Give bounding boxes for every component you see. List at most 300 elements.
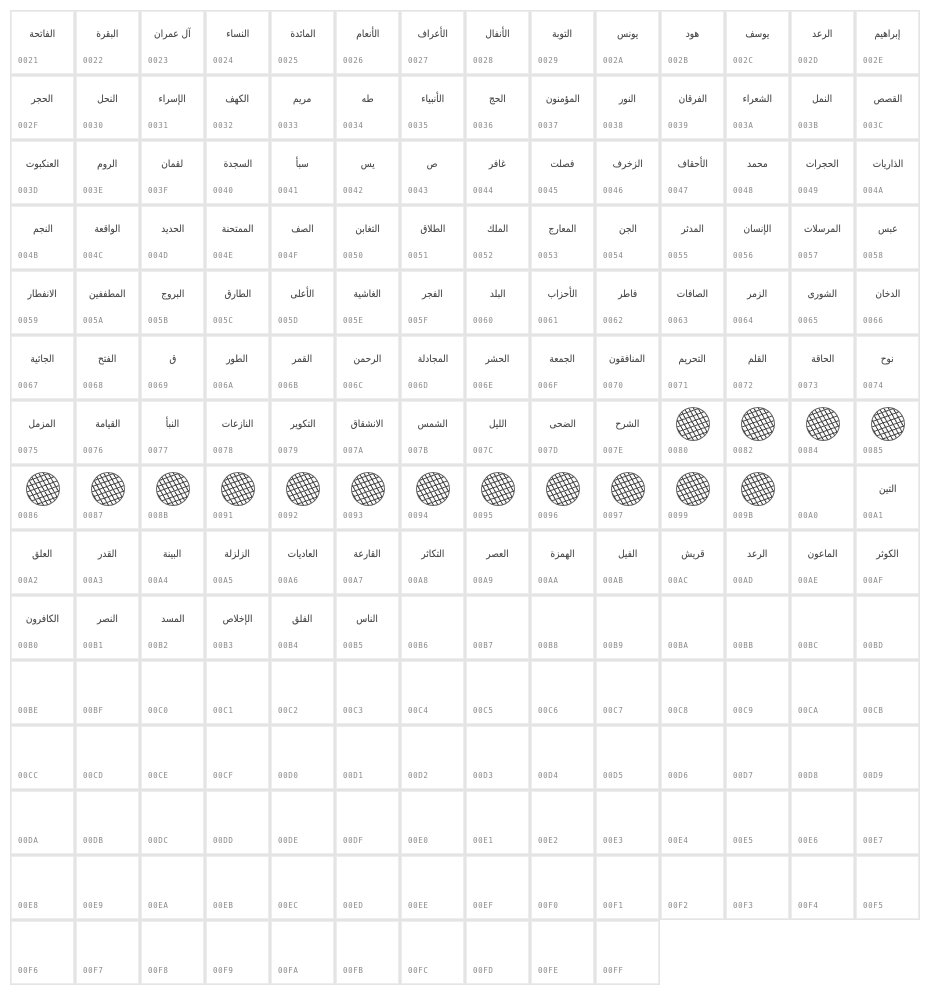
glyph-cell-004a[interactable] <box>855 140 920 205</box>
surah-title-glyph <box>856 283 919 305</box>
glyph-code: 00EA <box>148 901 169 910</box>
glyph-cell-0061[interactable] <box>530 270 595 335</box>
glyph-code: 002A <box>603 56 624 65</box>
glyph-cell-0044[interactable] <box>465 140 530 205</box>
glyph-cell-00e1[interactable] <box>465 790 530 855</box>
glyph-text: يوسف <box>745 28 770 40</box>
glyph-cell-00ff[interactable] <box>595 920 660 985</box>
glyph-code: 00FC <box>408 966 429 975</box>
glyph-cell-0026[interactable] <box>335 10 400 75</box>
surah-title-glyph <box>271 218 334 240</box>
glyph-cell-00e5[interactable] <box>725 790 790 855</box>
surah-title-glyph <box>401 153 464 175</box>
glyph-code: 002F <box>18 121 39 130</box>
glyph-cell-006a[interactable] <box>205 335 270 400</box>
glyph-cell-00ba[interactable] <box>660 595 725 660</box>
surah-title-glyph <box>271 283 334 305</box>
glyph-cell-00b8[interactable] <box>530 595 595 660</box>
glyph-cell-005d[interactable] <box>270 270 335 335</box>
glyph-cell-0076[interactable] <box>75 400 140 465</box>
glyph-code: 0071 <box>668 381 689 390</box>
glyph-cell-005c[interactable] <box>205 270 270 335</box>
glyph-cell-0049[interactable] <box>790 140 855 205</box>
glyph-cell-0079[interactable] <box>270 400 335 465</box>
empty-glyph <box>791 478 854 500</box>
glyph-cell-00f7[interactable] <box>75 920 140 985</box>
glyph-code: 00DB <box>83 836 104 845</box>
glyph-cell-00e9[interactable] <box>75 855 140 920</box>
glyph-cell-0092[interactable] <box>270 465 335 530</box>
glyph-cell-0045[interactable] <box>530 140 595 205</box>
glyph-cell-00cc[interactable] <box>10 725 75 790</box>
glyph-cell-006c[interactable] <box>335 335 400 400</box>
glyph-cell-00c6[interactable] <box>530 660 595 725</box>
empty-glyph <box>726 608 789 630</box>
glyph-text: الممتحنة <box>221 223 254 235</box>
glyph-text: المدثر <box>681 223 704 235</box>
glyph-cell-0056[interactable] <box>725 205 790 270</box>
glyph-cell-00a7[interactable] <box>335 530 400 595</box>
glyph-code: 0073 <box>798 381 819 390</box>
glyph-cell-0070[interactable] <box>595 335 660 400</box>
glyph-code: 0095 <box>473 511 494 520</box>
empty-glyph <box>791 608 854 630</box>
quran-medallion-icon <box>531 470 594 508</box>
glyph-cell-00c8[interactable] <box>660 660 725 725</box>
empty-glyph <box>271 868 334 890</box>
empty-glyph <box>531 673 594 695</box>
glyph-cell-0046[interactable] <box>595 140 660 205</box>
glyph-cell-009b[interactable] <box>725 465 790 530</box>
glyph-cell-00ce[interactable] <box>140 725 205 790</box>
surah-title-glyph <box>401 283 464 305</box>
glyph-cell-0075[interactable] <box>10 400 75 465</box>
surah-title-glyph <box>11 348 74 370</box>
glyph-cell-00fe[interactable] <box>530 920 595 985</box>
glyph-cell-0052[interactable] <box>465 205 530 270</box>
glyph-code: 0085 <box>863 446 884 455</box>
glyph-cell-0097[interactable] <box>595 465 660 530</box>
glyph-cell-00a6[interactable] <box>270 530 335 595</box>
empty-glyph <box>726 803 789 825</box>
glyph-code: 0074 <box>863 381 884 390</box>
glyph-cell-0073[interactable] <box>790 335 855 400</box>
glyph-code: 00B6 <box>408 641 429 650</box>
glyph-cell-00f3[interactable] <box>725 855 790 920</box>
glyph-cell-002f[interactable] <box>10 75 75 140</box>
glyph-text: يس <box>360 158 375 170</box>
glyph-cell-0059[interactable] <box>10 270 75 335</box>
glyph-cell-00ad[interactable] <box>725 530 790 595</box>
glyph-cell-00da[interactable] <box>10 790 75 855</box>
glyph-cell-0028[interactable] <box>465 10 530 75</box>
glyph-cell-0057[interactable] <box>790 205 855 270</box>
glyph-cell-003a[interactable] <box>725 75 790 140</box>
glyph-cell-00e3[interactable] <box>595 790 660 855</box>
glyph-cell-0066[interactable] <box>855 270 920 335</box>
glyph-code: 0072 <box>733 381 754 390</box>
medallion-icon <box>676 472 710 506</box>
glyph-cell-00b7[interactable] <box>465 595 530 660</box>
glyph-cell-007d[interactable] <box>530 400 595 465</box>
glyph-cell-0055[interactable] <box>660 205 725 270</box>
glyph-cell-0096[interactable] <box>530 465 595 530</box>
glyph-cell-0047[interactable] <box>660 140 725 205</box>
glyph-cell-008b[interactable] <box>140 465 205 530</box>
glyph-cell-0065[interactable] <box>790 270 855 335</box>
empty-glyph <box>76 738 139 760</box>
glyph-cell-004e[interactable] <box>205 205 270 270</box>
glyph-cell-0023[interactable] <box>140 10 205 75</box>
glyph-cell-00de[interactable] <box>270 790 335 855</box>
glyph-cell-004b[interactable] <box>10 205 75 270</box>
glyph-cell-00dc[interactable] <box>140 790 205 855</box>
glyph-cell-00f6[interactable] <box>10 920 75 985</box>
glyph-cell-0040[interactable] <box>205 140 270 205</box>
glyph-cell-00e6[interactable] <box>790 790 855 855</box>
glyph-cell-00f2[interactable] <box>660 855 725 920</box>
glyph-text: طه <box>361 93 374 105</box>
glyph-cell-00bb[interactable] <box>725 595 790 660</box>
glyph-cell-00f9[interactable] <box>205 920 270 985</box>
glyph-cell-0032[interactable] <box>205 75 270 140</box>
glyph-cell-00f4[interactable] <box>790 855 855 920</box>
glyph-cell-00b1[interactable] <box>75 595 140 660</box>
glyph-code: 006D <box>408 381 429 390</box>
glyph-cell-00c3[interactable] <box>335 660 400 725</box>
glyph-cell-00f1[interactable] <box>595 855 660 920</box>
glyph-code: 00CE <box>148 771 169 780</box>
empty-glyph <box>76 673 139 695</box>
glyph-code: 002E <box>863 56 884 65</box>
glyph-cell-0087[interactable] <box>75 465 140 530</box>
glyph-cell-00df[interactable] <box>335 790 400 855</box>
glyph-cell-00d5[interactable] <box>595 725 660 790</box>
glyph-cell-00bc[interactable] <box>790 595 855 660</box>
glyph-cell-002a[interactable] <box>595 10 660 75</box>
surah-title-glyph <box>791 543 854 565</box>
glyph-cell-00ee[interactable] <box>400 855 465 920</box>
glyph-cell-0093[interactable] <box>335 465 400 530</box>
glyph-cell-00be[interactable] <box>10 660 75 725</box>
glyph-cell-002d[interactable] <box>790 10 855 75</box>
glyph-code: 006F <box>538 381 559 390</box>
glyph-code: 005D <box>278 316 299 325</box>
glyph-cell-0074[interactable] <box>855 335 920 400</box>
glyph-cell-0039[interactable] <box>660 75 725 140</box>
surah-title-glyph <box>531 543 594 565</box>
glyph-cell-00d2[interactable] <box>400 725 465 790</box>
surah-title-glyph <box>661 283 724 305</box>
glyph-cell-0080[interactable] <box>660 400 725 465</box>
glyph-cell-00ac[interactable] <box>660 530 725 595</box>
glyph-cell-0042[interactable] <box>335 140 400 205</box>
glyph-text: يونس <box>616 28 639 40</box>
glyph-cell-00bd[interactable] <box>855 595 920 660</box>
glyph-cell-00d3[interactable] <box>465 725 530 790</box>
glyph-code: 0060 <box>473 316 494 325</box>
glyph-text: الحاقة <box>811 353 834 365</box>
glyph-cell-003f[interactable] <box>140 140 205 205</box>
glyph-cell-00d6[interactable] <box>660 725 725 790</box>
glyph-cell-00cd[interactable] <box>75 725 140 790</box>
glyph-cell-0037[interactable] <box>530 75 595 140</box>
glyph-cell-00d9[interactable] <box>855 725 920 790</box>
glyph-cell-00d4[interactable] <box>530 725 595 790</box>
glyph-cell-00b3[interactable] <box>205 595 270 660</box>
glyph-text: الرعد <box>812 28 833 40</box>
glyph-cell-0024[interactable] <box>205 10 270 75</box>
glyph-cell-00e4[interactable] <box>660 790 725 855</box>
glyph-code: 0096 <box>538 511 559 520</box>
glyph-cell-003c[interactable] <box>855 75 920 140</box>
glyph-cell-00c4[interactable] <box>400 660 465 725</box>
glyph-cell-00ec[interactable] <box>270 855 335 920</box>
glyph-cell-00b6[interactable] <box>400 595 465 660</box>
glyph-code: 004F <box>278 251 299 260</box>
glyph-cell-00c7[interactable] <box>595 660 660 725</box>
glyph-cell-006d[interactable] <box>400 335 465 400</box>
glyph-cell-00a9[interactable] <box>465 530 530 595</box>
surah-title-glyph <box>76 413 139 435</box>
glyph-cell-00cf[interactable] <box>205 725 270 790</box>
glyph-cell-00d7[interactable] <box>725 725 790 790</box>
glyph-cell-0063[interactable] <box>660 270 725 335</box>
surah-title-glyph <box>531 218 594 240</box>
glyph-cell-002c[interactable] <box>725 10 790 75</box>
glyph-cell-00a0[interactable] <box>790 465 855 530</box>
glyph-cell-00db[interactable] <box>75 790 140 855</box>
glyph-cell-00d8[interactable] <box>790 725 855 790</box>
glyph-cell-00fc[interactable] <box>400 920 465 985</box>
glyph-cell-00cb[interactable] <box>855 660 920 725</box>
glyph-code: 00F6 <box>18 966 39 975</box>
glyph-cell-00ab[interactable] <box>595 530 660 595</box>
glyph-cell-003e[interactable] <box>75 140 140 205</box>
glyph-cell-00b9[interactable] <box>595 595 660 660</box>
glyph-cell-0036[interactable] <box>465 75 530 140</box>
glyph-cell-0022[interactable] <box>75 10 140 75</box>
glyph-code: 00BB <box>733 641 754 650</box>
glyph-text: المعارج <box>548 223 577 235</box>
glyph-cell-006b[interactable] <box>270 335 335 400</box>
glyph-cell-00fb[interactable] <box>335 920 400 985</box>
glyph-cell-00af[interactable] <box>855 530 920 595</box>
glyph-cell-00a3[interactable] <box>75 530 140 595</box>
glyph-text: الزلزلة <box>224 548 251 560</box>
glyph-cell-00a5[interactable] <box>205 530 270 595</box>
glyph-cell-00a2[interactable] <box>10 530 75 595</box>
glyph-cell-006e[interactable] <box>465 335 530 400</box>
glyph-cell-0082[interactable] <box>725 400 790 465</box>
glyph-cell-00e0[interactable] <box>400 790 465 855</box>
glyph-cell-002e[interactable] <box>855 10 920 75</box>
glyph-text: فصلت <box>550 158 575 170</box>
glyph-cell-00eb[interactable] <box>205 855 270 920</box>
glyph-code: 00E3 <box>603 836 624 845</box>
glyph-cell-0077[interactable] <box>140 400 205 465</box>
glyph-text: الإسراء <box>158 93 187 105</box>
surah-title-glyph <box>11 218 74 240</box>
glyph-cell-0078[interactable] <box>205 400 270 465</box>
glyph-cell-0062[interactable] <box>595 270 660 335</box>
glyph-cell-00e8[interactable] <box>10 855 75 920</box>
glyph-cell-0051[interactable] <box>400 205 465 270</box>
empty-glyph <box>141 868 204 890</box>
glyph-cell-005a[interactable] <box>75 270 140 335</box>
glyph-code: 005F <box>408 316 429 325</box>
glyph-cell-0054[interactable] <box>595 205 660 270</box>
glyph-code: 00DA <box>18 836 39 845</box>
surah-title-glyph <box>336 543 399 565</box>
glyph-cell-0067[interactable] <box>10 335 75 400</box>
glyph-cell-004d[interactable] <box>140 205 205 270</box>
glyph-cell-00ea[interactable] <box>140 855 205 920</box>
glyph-cell-007a[interactable] <box>335 400 400 465</box>
surah-title-glyph <box>661 153 724 175</box>
glyph-cell-0071[interactable] <box>660 335 725 400</box>
surah-title-glyph <box>206 543 269 565</box>
glyph-text: الأعراف <box>417 28 448 40</box>
glyph-cell-0084[interactable] <box>790 400 855 465</box>
quran-medallion-icon <box>726 405 789 443</box>
glyph-text: المزمل <box>28 418 57 430</box>
glyph-cell-005f[interactable] <box>400 270 465 335</box>
glyph-cell-00c5[interactable] <box>465 660 530 725</box>
glyph-code: 00EF <box>473 901 494 910</box>
glyph-code: 00F2 <box>668 901 689 910</box>
glyph-cell-0031[interactable] <box>140 75 205 140</box>
glyph-cell-0025[interactable] <box>270 10 335 75</box>
empty-glyph <box>596 738 659 760</box>
glyph-code: 0061 <box>538 316 559 325</box>
glyph-cell-00b4[interactable] <box>270 595 335 660</box>
glyph-cell-0085[interactable] <box>855 400 920 465</box>
glyph-code: 007E <box>603 446 624 455</box>
glyph-cell-00ca[interactable] <box>790 660 855 725</box>
glyph-cell-00b2[interactable] <box>140 595 205 660</box>
glyph-cell-007c[interactable] <box>465 400 530 465</box>
glyph-cell-00ef[interactable] <box>465 855 530 920</box>
glyph-code: 0026 <box>343 56 364 65</box>
glyph-cell-0043[interactable] <box>400 140 465 205</box>
glyph-code: 00B9 <box>603 641 624 650</box>
glyph-cell-00bf[interactable] <box>75 660 140 725</box>
glyph-code: 00F5 <box>863 901 884 910</box>
glyph-cell-0095[interactable] <box>465 465 530 530</box>
glyph-cell-0058[interactable] <box>855 205 920 270</box>
glyph-cell-0035[interactable] <box>400 75 465 140</box>
glyph-cell-0021[interactable] <box>10 10 75 75</box>
glyph-cell-0053[interactable] <box>530 205 595 270</box>
glyph-cell-00ed[interactable] <box>335 855 400 920</box>
glyph-cell-00aa[interactable] <box>530 530 595 595</box>
glyph-cell-006f[interactable] <box>530 335 595 400</box>
glyph-cell-0033[interactable] <box>270 75 335 140</box>
glyph-cell-004c[interactable] <box>75 205 140 270</box>
glyph-code: 0094 <box>408 511 429 520</box>
glyph-cell-00a1[interactable] <box>855 465 920 530</box>
glyph-cell-002b[interactable] <box>660 10 725 75</box>
glyph-text: الذاريات <box>872 158 903 170</box>
glyph-cell-003d[interactable] <box>10 140 75 205</box>
glyph-cell-0041[interactable] <box>270 140 335 205</box>
empty-glyph <box>336 868 399 890</box>
glyph-cell-004f[interactable] <box>270 205 335 270</box>
glyph-code: 0082 <box>733 446 754 455</box>
glyph-cell-00a8[interactable] <box>400 530 465 595</box>
glyph-cell-00c1[interactable] <box>205 660 270 725</box>
glyph-cell-00a4[interactable] <box>140 530 205 595</box>
glyph-code: 00E5 <box>733 836 754 845</box>
glyph-cell-0038[interactable] <box>595 75 660 140</box>
glyph-cell-0029[interactable] <box>530 10 595 75</box>
glyph-cell-0030[interactable] <box>75 75 140 140</box>
glyph-cell-00b5[interactable] <box>335 595 400 660</box>
glyph-cell-0099[interactable] <box>660 465 725 530</box>
glyph-code: 00EC <box>278 901 299 910</box>
glyph-cell-005b[interactable] <box>140 270 205 335</box>
glyph-cell-0068[interactable] <box>75 335 140 400</box>
glyph-text: الحجر <box>31 93 54 105</box>
glyph-cell-003b[interactable] <box>790 75 855 140</box>
glyph-cell-00e7[interactable] <box>855 790 920 855</box>
glyph-cell-005e[interactable] <box>335 270 400 335</box>
surah-title-glyph <box>791 218 854 240</box>
glyph-cell-00b0[interactable] <box>10 595 75 660</box>
glyph-cell-00c2[interactable] <box>270 660 335 725</box>
glyph-cell-0060[interactable] <box>465 270 530 335</box>
surah-title-glyph <box>271 543 334 565</box>
glyph-cell-00c9[interactable] <box>725 660 790 725</box>
glyph-cell-0094[interactable] <box>400 465 465 530</box>
glyph-cell-00fa[interactable] <box>270 920 335 985</box>
glyph-text: الشرح <box>615 418 640 430</box>
glyph-cell-00f0[interactable] <box>530 855 595 920</box>
glyph-cell-00fd[interactable] <box>465 920 530 985</box>
empty-glyph <box>336 673 399 695</box>
glyph-cell-00ae[interactable] <box>790 530 855 595</box>
glyph-code: 00C4 <box>408 706 429 715</box>
glyph-cell-0069[interactable] <box>140 335 205 400</box>
glyph-cell-007b[interactable] <box>400 400 465 465</box>
glyph-cell-00dd[interactable] <box>205 790 270 855</box>
glyph-cell-0086[interactable] <box>10 465 75 530</box>
glyph-cell-0072[interactable] <box>725 335 790 400</box>
glyph-cell-00d1[interactable] <box>335 725 400 790</box>
glyph-cell-00c0[interactable] <box>140 660 205 725</box>
glyph-cell-00f8[interactable] <box>140 920 205 985</box>
glyph-text: آل عمران <box>154 28 191 40</box>
glyph-code: 00CD <box>83 771 104 780</box>
glyph-cell-00d0[interactable] <box>270 725 335 790</box>
glyph-cell-0027[interactable] <box>400 10 465 75</box>
glyph-cell-007e[interactable] <box>595 400 660 465</box>
glyph-code: 006A <box>213 381 234 390</box>
glyph-text: الروم <box>97 158 118 170</box>
glyph-cell-0034[interactable] <box>335 75 400 140</box>
glyph-cell-0048[interactable] <box>725 140 790 205</box>
glyph-cell-00e2[interactable] <box>530 790 595 855</box>
surah-title-glyph <box>141 218 204 240</box>
glyph-cell-0064[interactable] <box>725 270 790 335</box>
glyph-cell-00f5[interactable] <box>855 855 920 920</box>
glyph-cell-0050[interactable] <box>335 205 400 270</box>
medallion-icon <box>156 472 190 506</box>
glyph-cell-0091[interactable] <box>205 465 270 530</box>
glyph-text: الملك <box>486 223 509 235</box>
glyph-code: 00A5 <box>213 576 234 585</box>
